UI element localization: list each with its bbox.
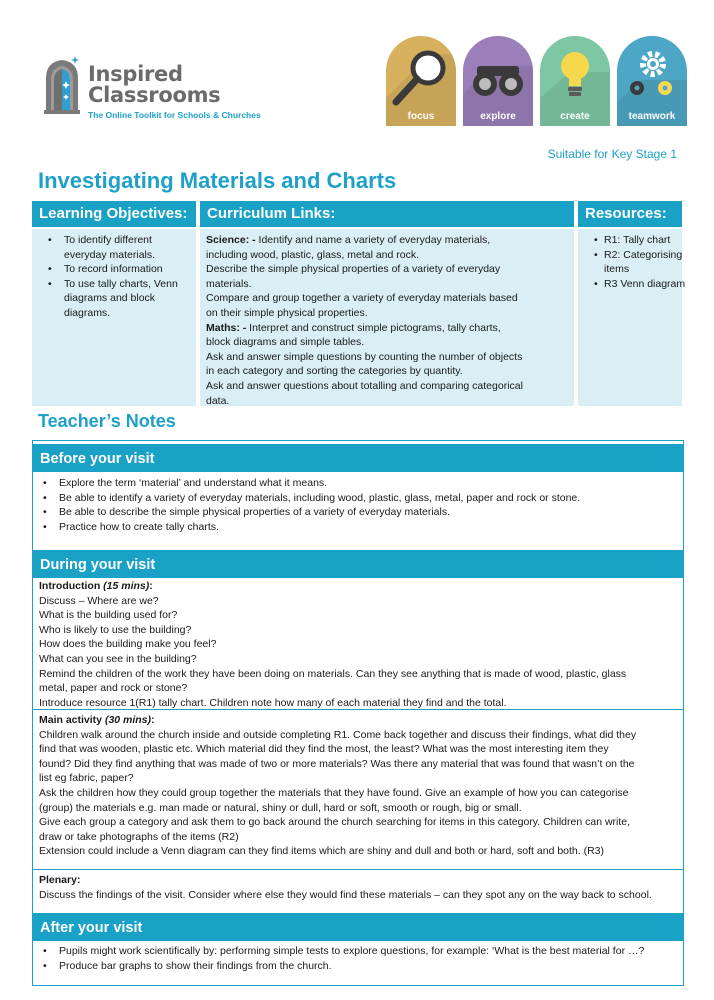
before-visit-body	[33, 473, 683, 537]
main-activity-line: Extension could include a Venn diagram can they find items which are shiny and dull and both or hard, soft and both. (R3)	[39, 845, 605, 858]
key-stage-note: Suitable for Key Stage 1	[547, 147, 677, 161]
learning-objectives-body	[32, 229, 196, 406]
introduction-label: Introduction (15 mins):	[39, 580, 153, 592]
introduction-line: What can you see in the building?	[39, 652, 197, 665]
arch-label-focus: focus	[407, 111, 435, 122]
logo-tagline: The Online Toolkit for Schools & Churches	[88, 110, 261, 120]
list-item	[584, 248, 683, 277]
teachers-notes-heading: Teacher’s Notes	[38, 411, 176, 431]
main-activity-line: Give each group a category and ask them to go back around the church searching for items in this category. Children can write,	[39, 816, 631, 829]
main-activity-line: Ask the children how they could group together the materials that they have found. Give an example of how you can categorise	[39, 786, 629, 799]
curriculum-links-heading: Curriculum Links:	[200, 201, 574, 227]
maths-line: block diagrams and simple tables.	[206, 336, 365, 349]
overview-table	[32, 201, 686, 407]
objective-line: • To identify different	[64, 234, 152, 246]
science-line: including wood, plastic, glass, metal and rock.	[206, 248, 420, 261]
resources-list	[584, 233, 686, 291]
objective-line: diagrams and block	[64, 292, 156, 305]
objective-line: • To record information	[64, 263, 163, 276]
resource-line: items	[604, 263, 630, 276]
main-activity-line: find that was wooden, plastic etc. Which material did they find the most, the least? What was the most interesting item they	[39, 743, 609, 756]
resources-heading: Resources:	[578, 201, 682, 227]
introduction-block	[33, 576, 683, 713]
list-item	[584, 277, 686, 292]
list-item: • Be able to describe the simple physical properties of a variety of everyday materials.	[39, 505, 677, 520]
list-item	[584, 233, 676, 248]
main-activity-label: Main activity (30 mins):	[39, 714, 155, 726]
science-line: on their simple physical properties.	[206, 306, 368, 319]
maths-label: Maths: -	[206, 321, 247, 334]
during-visit-heading: During your visit	[33, 550, 683, 578]
resource-line: • R1: Tally chart	[604, 234, 671, 246]
science-label: Science: -	[206, 234, 256, 246]
list-item: • Practice how to create tally charts.	[39, 520, 677, 535]
maths-line: data.	[206, 394, 230, 407]
introduction-line: What is the building used for?	[39, 609, 178, 622]
arch-label-explore: explore	[480, 111, 516, 122]
teamwork-arch	[617, 36, 687, 126]
plenary-block	[33, 870, 683, 905]
create-arch	[540, 36, 610, 126]
science-line: Describe the simple physical properties of a variety of everyday	[206, 263, 501, 276]
introduction-duration: (15 mins)	[103, 580, 150, 592]
main-activity-block	[33, 710, 683, 862]
objective-line: diagrams.	[64, 306, 111, 319]
theme-arches	[386, 36, 686, 128]
page-title: Investigating Materials and Charts	[38, 168, 397, 193]
main-activity-line: (group) the materials e.g. man made or natural, shiny or dull, hard or soft, smooth or rough, big or small.	[39, 801, 522, 814]
learning-objectives-heading: Learning Objectives:	[32, 201, 196, 227]
inspired-classrooms-logo	[42, 52, 292, 124]
introduction-line: Remind the children of the work they have been doing on materials. Can they see anything that is made of wood, plastic, glass	[39, 667, 627, 680]
teachers-notes-frame	[32, 440, 684, 986]
curriculum-links-column	[200, 201, 574, 406]
after-visit-list	[39, 944, 677, 973]
before-visit-heading: Before your visit	[33, 444, 683, 472]
main-activity-line: draw or take photographs of the items (R2)	[39, 830, 239, 843]
list-item: • Explore the term ‘material’ and understand what it means.	[39, 476, 677, 491]
main-activity-duration: (30 mins)	[104, 714, 152, 726]
after-visit-body	[33, 941, 683, 976]
maths-line: Ask and answer simple questions by counting the number of objects	[206, 350, 523, 363]
list-item	[38, 233, 190, 262]
arch-label-teamwork: teamwork	[628, 111, 676, 122]
resource-line: • R3 Venn diagram	[604, 277, 686, 290]
learning-objectives-list	[38, 233, 190, 321]
logo-line-1: Inspired	[88, 62, 183, 86]
curriculum-links-body	[200, 229, 574, 406]
resource-line: • R2: Categorising	[604, 248, 683, 261]
focus-arch	[386, 36, 456, 126]
main-activity-line: found? Did they find anything that was made of two or more materials? Was there any material that was found that wasn’t on the	[39, 757, 635, 770]
list-item: • Produce bar graphs to show their findings from the church.	[39, 959, 677, 974]
main-activity-line: list eg fabric, paper?	[39, 772, 134, 785]
arch-label-create: create	[560, 111, 590, 122]
plenary-text: Discuss the findings of the visit. Consider where else they would find these materials – can they spot any on the way back to school.	[39, 888, 652, 901]
explore-arch	[463, 36, 533, 126]
introduction-line: metal, paper and rock or stone?	[39, 682, 188, 695]
introduction-line: Introduce resource 1(R1) tally chart. Children note how many of each material they find and the total.	[39, 696, 507, 709]
objective-line: • To use tally charts, Venn	[64, 277, 178, 290]
introduction-line: How does the building make you feel?	[39, 638, 217, 651]
maths-line: in each category and sorting the categories by quantity.	[206, 365, 463, 378]
science-line: Identify and name a variety of everyday materials,	[255, 234, 491, 246]
introduction-line: Who is likely to use the building?	[39, 623, 192, 636]
learning-objectives-column	[32, 201, 196, 406]
maths-line: Interpret and construct simple pictograms, tally charts,	[246, 321, 501, 334]
logo-line-2: Classrooms	[88, 83, 221, 107]
plenary-label: Plenary:	[39, 874, 81, 886]
objective-line: everyday materials.	[64, 248, 156, 261]
introduction-line: Discuss – Where are we?	[39, 594, 159, 607]
list-item	[38, 262, 190, 277]
logo-wordmark	[88, 64, 220, 106]
resources-column	[578, 201, 686, 406]
maths-line: Ask and answer questions about totalling and comparing categorical	[206, 379, 523, 392]
before-visit-list	[39, 476, 677, 534]
list-item: • Pupils might work scientifically by: performing simple tests to explore questions, for example: ‘What is the best material for …?	[39, 944, 677, 959]
resources-body	[578, 229, 686, 406]
after-visit-heading: After your visit	[33, 913, 683, 941]
science-line: materials.	[206, 277, 252, 290]
list-item: • Be able to identify a variety of everyday materials, including wood, plastic, glass, metal, paper and rock or stone.	[39, 491, 677, 506]
science-line: Compare and group together a variety of everyday materials based	[206, 292, 518, 305]
list-item	[38, 277, 190, 321]
church-door-icon	[42, 56, 82, 114]
main-activity-line: Children walk around the church inside and outside completing R1. Come back together and discuss their findings, what did they	[39, 728, 637, 741]
